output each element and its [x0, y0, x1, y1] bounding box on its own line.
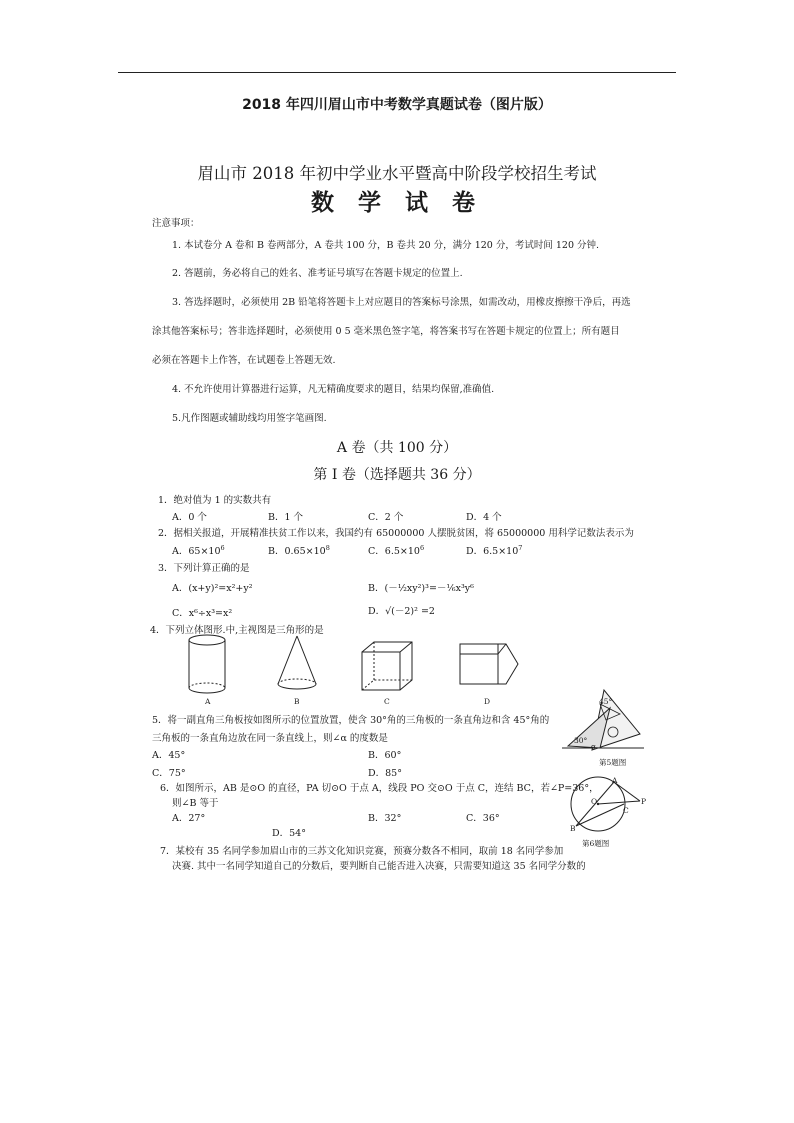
q4-figure-d-prism	[458, 642, 520, 690]
q5-angle-30-label: 30°	[574, 736, 588, 745]
q3-option-c: C．x⁶÷x³=x²	[172, 608, 233, 619]
q5-angle-45-label: 45°	[599, 697, 613, 706]
q1-option-a: A．0 个	[172, 512, 207, 523]
q5-caption: 第5题图	[599, 758, 627, 767]
note-3-line1: 3. 答选择题时，必须使用 2B 铅笔将答题卡上对应题目的答案标号涂黑，如需改动，用橡皮擦擦干净后，再选	[172, 297, 631, 308]
note-4: 4. 不允许使用计算器进行运算，凡无精确度要求的题目，结果均保留,准确值.	[172, 384, 495, 395]
q2-option-c: C．$6.5\times 10^6$	[368, 543, 425, 557]
q2-option-d: D．$6.5\times 10^7$	[466, 543, 523, 557]
note-3-line2: 涂其他答案标号；答非选择题时，必须使用 0 5 毫米黑色签字笔，将答案书写在答题卡规定的位置上；所有题目	[152, 326, 620, 337]
q6-option-c: C．36°	[466, 813, 500, 824]
q5-option-b: B．60°	[368, 750, 402, 761]
q1-option-d: D．4 个	[466, 512, 502, 523]
q6-point-b: B	[570, 824, 576, 833]
q7-stem-line1: 7．某校有 35 名同学参加眉山市的三苏文化知识竞赛，预赛分数各不相同，取前 18 名同学参加	[160, 846, 564, 857]
note-5: 5.凡作图题或辅助线均用签字笔画图.	[172, 413, 327, 424]
q5-option-d: D．85°	[368, 768, 402, 779]
q5-stem-line2: 三角板的一条直角边放在同一条直线上，则∠α 的度数是	[152, 733, 388, 744]
section-a-heading: A 卷（共 100 分）	[336, 440, 458, 456]
part-1-heading: 第 Ⅰ 卷（选择题共 36 分）	[313, 467, 481, 483]
q6-point-a: A	[612, 776, 618, 785]
q6-option-d: D．54°	[272, 828, 306, 839]
q2-option-a: A．$65\times 10^6$	[172, 543, 225, 557]
q2-stem: 2．据相关报道，开展精准扶贫工作以来，我国约有 65000000 人摆脱贫困，将 65000000 用科学记数法表示为	[158, 528, 634, 539]
q4-label-a: A	[205, 697, 211, 706]
q6-point-o: O	[591, 797, 598, 806]
q3-option-a: A．(x+y)²=x²+y²	[172, 583, 253, 594]
notes-heading: 注意事项：	[152, 218, 200, 229]
q5-option-a: A．45°	[152, 750, 186, 761]
q6-point-p: P	[641, 797, 647, 806]
q6-option-a: A．27°	[172, 813, 206, 824]
q3-stem: 3．下列计算正确的是	[158, 563, 250, 574]
q3-option-d: D．√(－2)² =2	[368, 606, 435, 617]
q1-stem: 1．绝对值为 1 的实数共有	[158, 495, 272, 506]
q6-option-b: B．32°	[368, 813, 402, 824]
q6-figure-circle-tangent	[566, 774, 656, 838]
q6-stem-line1: 6．如图所示，AB 是⊙O 的直径，PA 切⊙O 于点 A，线段 PO 交⊙O 于点 C，连结 BC，若∠P=36°，	[160, 783, 599, 794]
q4-label-b: B	[294, 697, 300, 706]
q3-option-b: B．(－½xy²)³=－⅙x³y⁶	[368, 583, 474, 594]
q5-stem-line1: 5．将一副直角三角板按如图所示的位置放置，使含 30°角的三角板的一条直角边和含 45°角的	[152, 715, 550, 726]
q5-alpha-label: α	[591, 742, 597, 751]
q2-option-b: B．$0.65\times 10^8$	[268, 543, 330, 557]
q4-figure-b-cone	[275, 634, 321, 694]
q6-caption: 第6题图	[582, 839, 610, 848]
note-3-line3: 必须在答题卡上作答，在试题卷上答题无效.	[152, 355, 336, 366]
q4-figure-a-cylinder	[185, 632, 231, 696]
exam-title: 眉山市 2018 年初中学业水平暨高中阶段学校招生考试	[197, 164, 597, 183]
subject-title: 数 学 试 卷	[310, 189, 484, 216]
top-rule	[118, 72, 676, 73]
note-1: 1. 本试卷分 A 卷和 B 卷两部分，A 卷共 100 分，B 卷共 20 分，满分 120 分，考试时间 120 分钟.	[172, 240, 600, 251]
q6-point-c: C	[623, 806, 629, 815]
q1-option-b: B．1 个	[268, 512, 304, 523]
q4-stem: 4．下列立体图形.中,主视图是三角形的是	[150, 625, 324, 636]
note-2: 2. 答题前，务必将自己的姓名、准考证号填写在答题卡规定的位置上.	[172, 268, 463, 279]
q4-label-d: D	[484, 697, 491, 706]
document-title: 2018 年四川眉山市中考数学真题试卷（图片版）	[242, 97, 552, 113]
q5-option-c: C．75°	[152, 768, 186, 779]
q4-label-c: C	[384, 697, 390, 706]
q6-stem-line2: 则∠B 等于	[172, 798, 219, 809]
q4-figure-c-cube	[360, 640, 416, 692]
q1-option-c: C．2 个	[368, 512, 404, 523]
q7-stem-line2: 决赛. 其中一名同学知道自己的分数后，要判断自己能否进入决赛，只需要知道这 35 名同学分数的	[172, 861, 586, 872]
